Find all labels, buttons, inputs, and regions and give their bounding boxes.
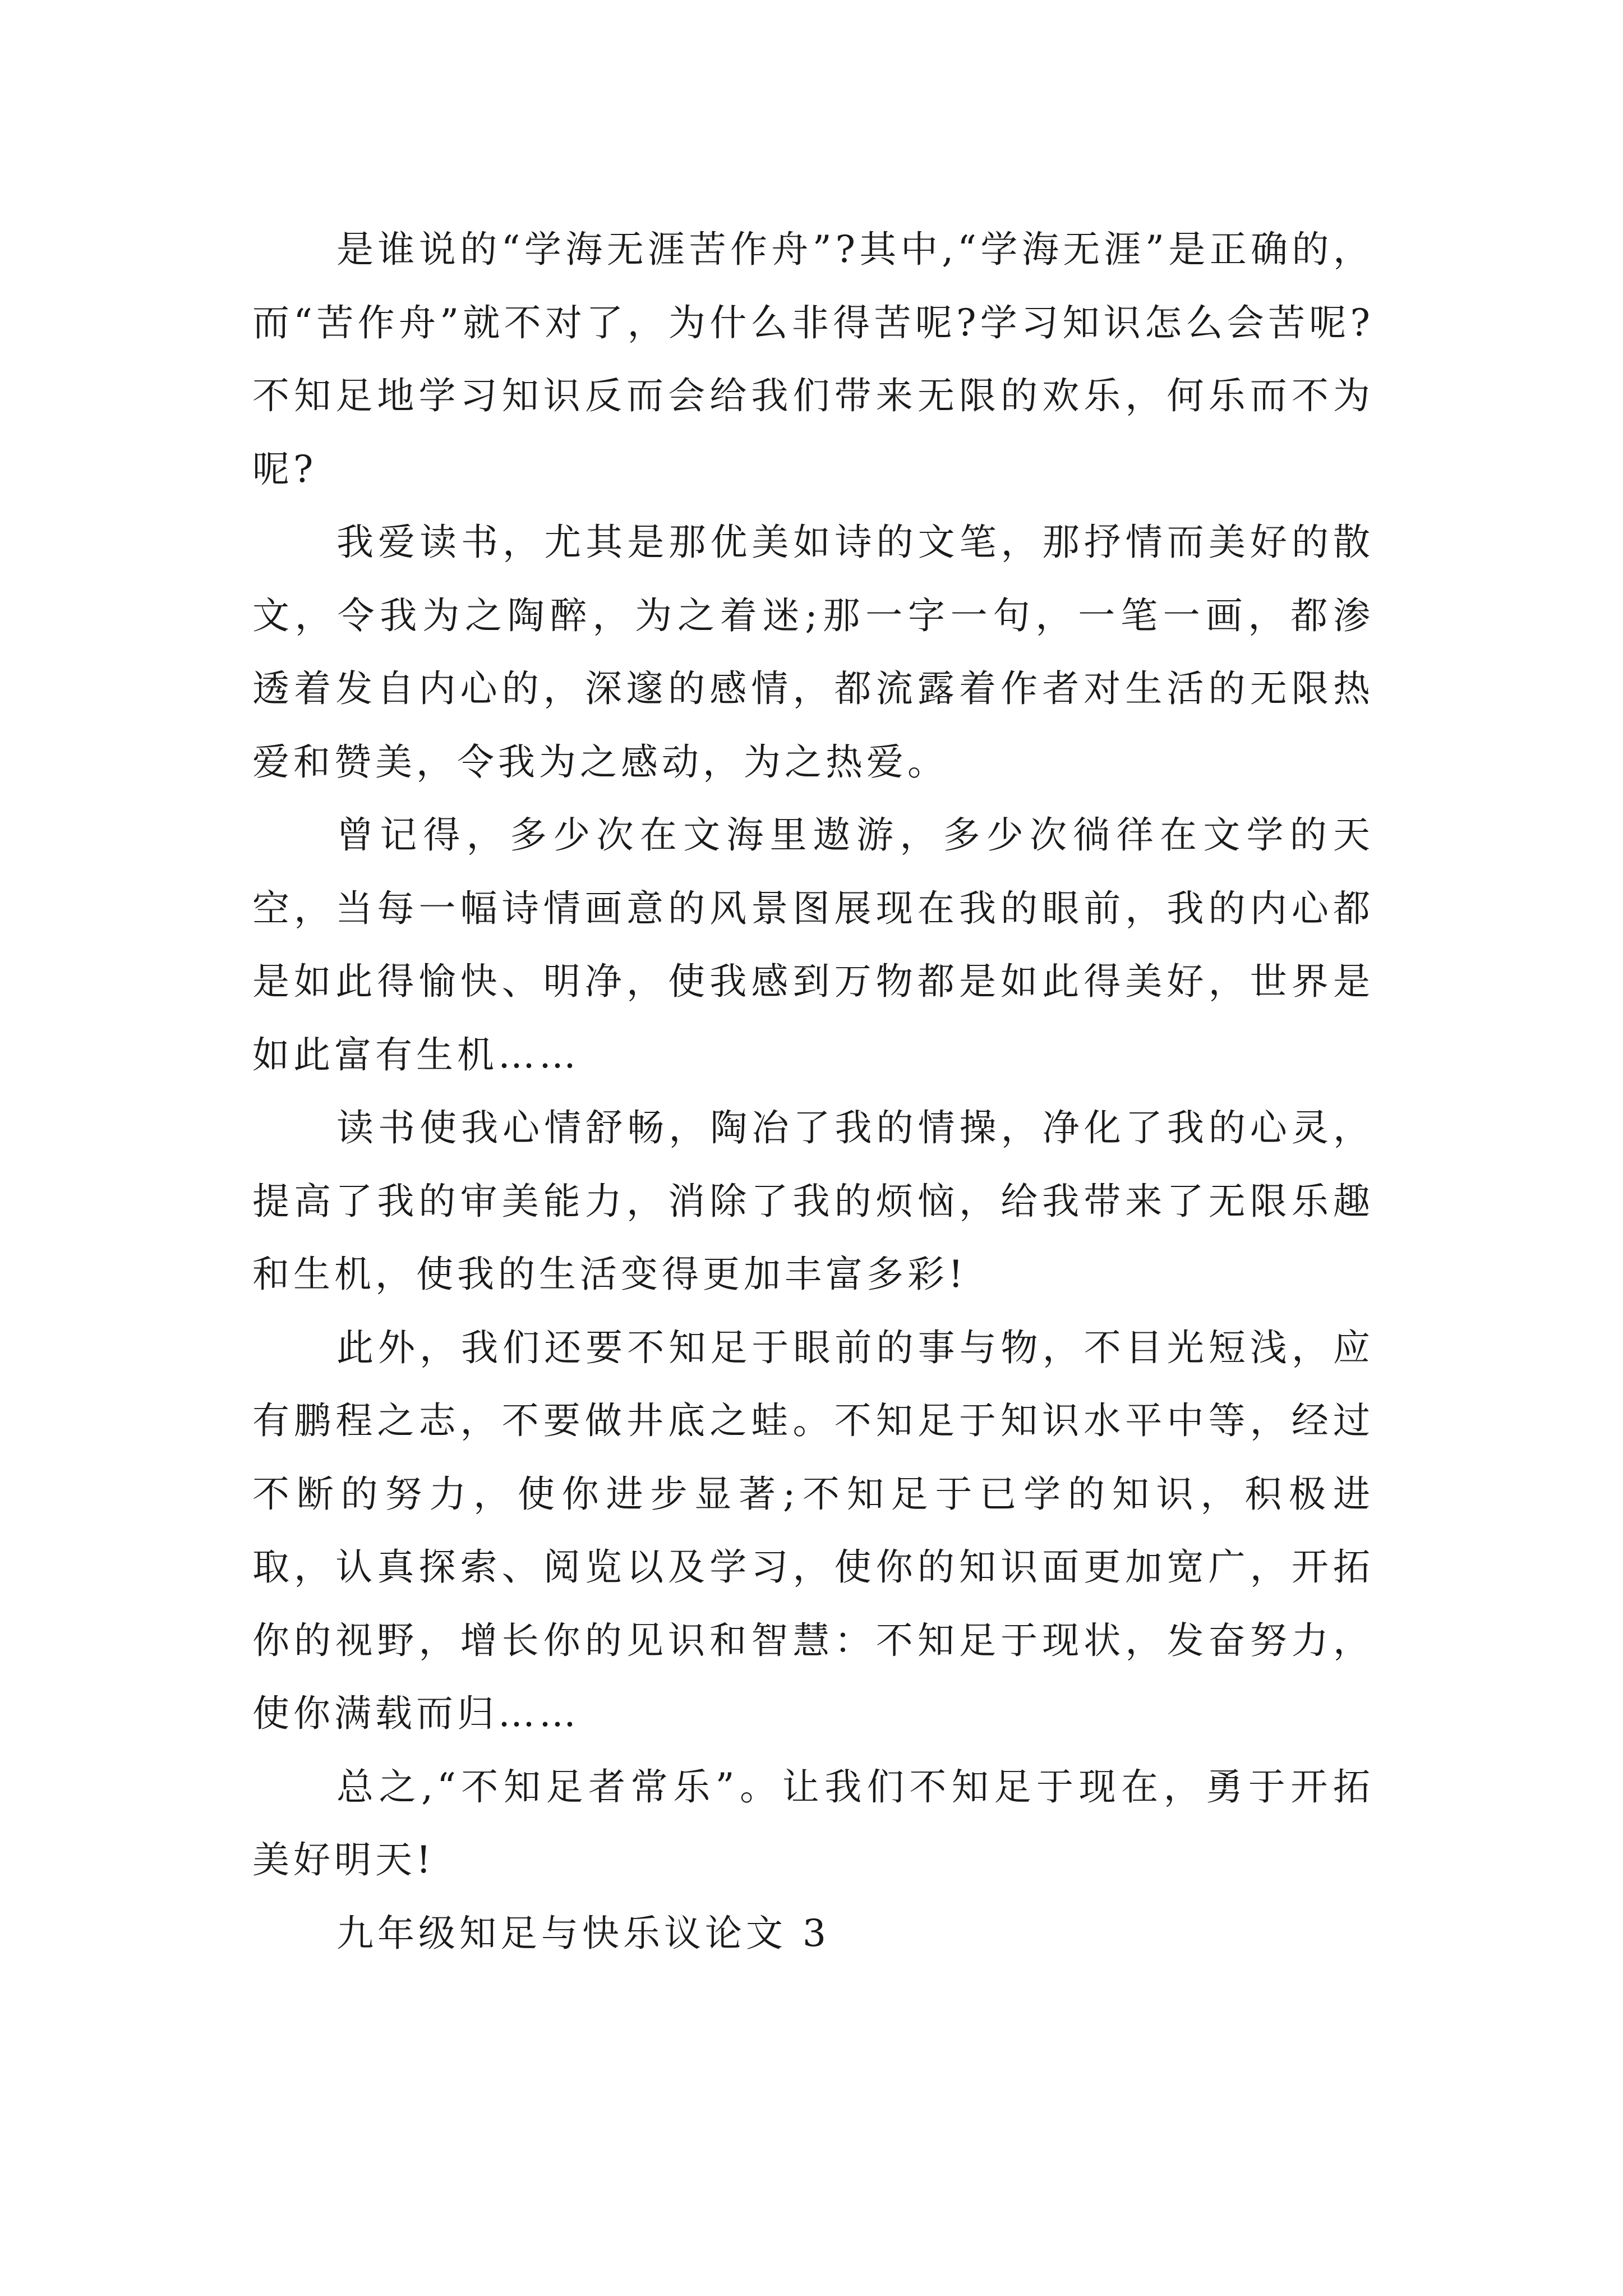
section-title: 九年级知足与快乐议论文 3 xyxy=(336,1911,830,1955)
paragraph-6: 总之,“不知足者常乐”。让我们不知足于现在，勇于开拓美好明天! xyxy=(252,1765,1374,1881)
paragraph-3: 曾记得，多少次在文海里遨游，多少次徜徉在文学的天空，当每一幅诗情画意的风景图展现在我的眼前，我的内心都是如此得愉快、明净，使我感到万物都是如此得美好，世界是如此富有生机…… xyxy=(252,813,1374,1076)
paragraph-1: 是谁说的“学海无涯苦作舟”?其中,“学海无涯”是正确的，而“苦作舟”就不对了，为什么非得苦呢?学习知识怎么会苦呢?不知足地学习知识反而会给我们带来无限的欢乐，何乐而不为呢? xyxy=(252,228,1374,491)
paragraph-4: 读书使我心情舒畅，陶冶了我的情操，净化了我的心灵，提高了我的审美能力，消除了我的烦恼，给我带来了无限乐趣和生机，使我的生活变得更加丰富多彩! xyxy=(252,1106,1374,1296)
document-body xyxy=(252,213,1374,1970)
paragraph-5: 此外，我们还要不知足于眼前的事与物，不目光短浅，应有鹏程之志，不要做井底之蛙。不知足于知识水平中等，经过不断的努力，使你进步显著;不知足于已学的知识，积极进取，认真探索、阅览以及学习，使你的知识面更加宽广，开拓你的视野，增长你的见识和智慧：不知足于现状，发奋努力，使你满载而归…… xyxy=(252,1326,1374,1735)
paragraph-2: 我爱读书，尤其是那优美如诗的文笔，那抒情而美好的散文，令我为之陶醉，为之着迷;那一字一句，一笔一画，都渗透着发自内心的，深邃的感情，都流露着作者对生活的无限热爱和赞美，令我为之感动，为之热爱。 xyxy=(252,521,1374,784)
